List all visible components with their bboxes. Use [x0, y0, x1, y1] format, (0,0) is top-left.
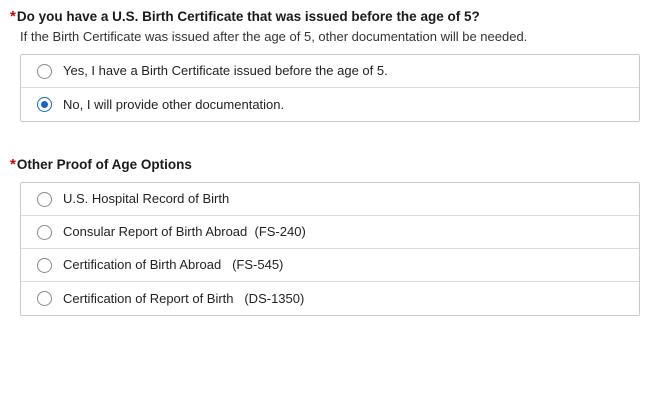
other-proof-header	[10, 156, 644, 173]
birth-certificate-options	[20, 54, 640, 122]
radio-icon[interactable]	[37, 258, 52, 273]
radio-icon[interactable]	[37, 64, 52, 79]
radio-icon[interactable]	[37, 291, 52, 306]
birth-certificate-question-header	[10, 8, 644, 25]
option-label: Certification of Report of Birth (DS-1350)	[63, 290, 305, 306]
required-asterisk-icon: *	[10, 8, 16, 25]
option-row[interactable]	[21, 282, 639, 315]
other-proof-options	[20, 182, 640, 316]
option-label: Yes, I have a Birth Certificate issued before the age of 5.	[63, 63, 388, 78]
birth-certificate-help-text: If the Birth Certificate was issued after the age of 5, other documentation will be needed.	[20, 29, 528, 44]
option-row[interactable]	[21, 55, 639, 88]
option-label: Certification of Birth Abroad (FS-545)	[63, 257, 284, 272]
option-row[interactable]	[21, 183, 639, 216]
option-row[interactable]	[21, 216, 639, 249]
option-row[interactable]	[21, 88, 639, 121]
required-asterisk-icon: *	[10, 156, 16, 173]
radio-icon[interactable]	[37, 225, 52, 240]
option-label: U.S. Hospital Record of Birth	[63, 191, 230, 206]
option-label: No, I will provide other documentation.	[63, 96, 285, 112]
option-label: Consular Report of Birth Abroad (FS-240)	[63, 224, 306, 239]
radio-icon[interactable]	[37, 192, 52, 207]
section-spacer	[10, 122, 644, 156]
other-proof-title: Other Proof of Age Options	[16, 157, 192, 172]
option-row[interactable]	[21, 249, 639, 282]
radio-icon[interactable]	[37, 97, 52, 112]
birth-certificate-question-title: Do you have a U.S. Birth Certificate that was issued before the age of 5?	[16, 9, 480, 24]
